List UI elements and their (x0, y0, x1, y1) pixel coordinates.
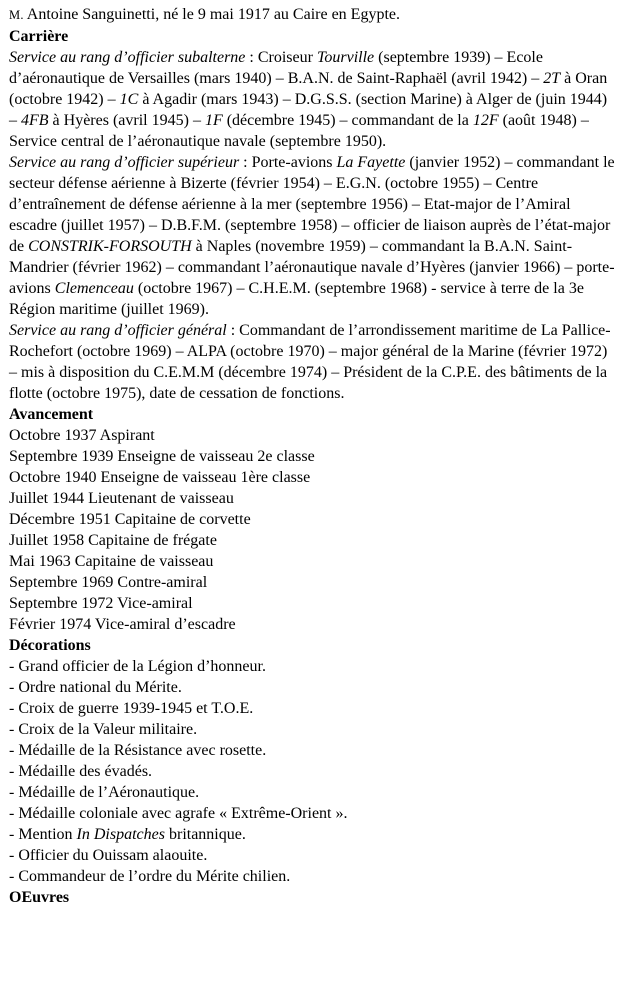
text-run: Février 1974 Vice-amiral d’escadre (9, 616, 236, 633)
text-run: - Ordre national du Mérite. (9, 679, 182, 696)
decoration-resistance (9, 740, 618, 761)
decoration-aeronautique (9, 782, 618, 803)
text-run: britannique. (164, 826, 246, 843)
text-run: 1C (119, 91, 139, 108)
text-run: à Oran (octobre 1942) – (9, 70, 608, 108)
decoration-in-dispatches (9, 824, 618, 845)
avancement-1940 (9, 467, 618, 488)
text-run: à Naples (novembre 1959) – commandant la B.A.N. Saint-Mandrier (février 1962) – commandant l’aéronautique navale d’Hyères (janvier 1966) – porte-avions (9, 238, 615, 297)
text-run: Service au rang d’officier supérieur (9, 154, 240, 171)
text-run: 12F (472, 112, 499, 129)
heading-avancement (9, 404, 618, 425)
intro-paragraph (9, 4, 618, 26)
text-run: Mai 1963 Capitaine de vaisseau (9, 553, 214, 570)
text-run: (janvier 1952) – commandant le secteur défense aérienne à Bizerte (février 1954) – E.G.N. (octobre 1955) – Centre d’entraînement de défense aérienne à la mer (septembre 1956) – Etat-major de l’Amiral escadre (juillet 1957) – D.B.F.M. (septembre 1958) – officier de liaison auprès de l’état-major de (9, 154, 615, 255)
text-run: (septembre 1939) – Ecole d’aéronautique de Versailles (mars 1940) – B.A.N. de Saint-Raphaël (avril 1942) – (9, 49, 544, 87)
text-run: - Médaille de la Résistance avec rosette. (9, 742, 267, 759)
text-run: Octobre 1937 Aspirant (9, 427, 155, 444)
text-run: Juillet 1958 Capitaine de frégate (9, 532, 217, 549)
heading-decorations (9, 635, 618, 656)
text-run: Juillet 1944 Lieutenant de vaisseau (9, 490, 234, 507)
paragraph-officier-general (9, 320, 618, 404)
text-run: à Agadir (mars 1943) – D.G.S.S. (section Marine) à Alger de (juin 1944) – (9, 91, 608, 129)
text-run: - Croix de la Valeur militaire. (9, 721, 198, 738)
decoration-ordre-merite (9, 677, 618, 698)
decoration-merite-chilien (9, 866, 618, 887)
text-run: Tourville (316, 49, 375, 66)
text-run: : Porte-avions (239, 154, 337, 171)
avancement-1939 (9, 446, 618, 467)
avancement-1972 (9, 593, 618, 614)
text-run: Carrière (9, 28, 69, 45)
text-run: In Dispatches (76, 826, 165, 843)
decoration-ouissam (9, 845, 618, 866)
text-run: Avancement (9, 406, 94, 423)
avancement-1958 (9, 530, 618, 551)
text-run: Clemenceau (54, 280, 134, 297)
text-run: : Commandant de l’arrondissement maritime de La Pallice-Rochefort (octobre 1969) – ALPA (octobre 1970) – major général de la Marine (février 1972) – mis à disposition du C.E.M.M (décembre 1974) – Président de la C.P.E. des bâtiments de la flotte (octobre 1975), date de cessation de fonctions. (9, 322, 611, 402)
text-run: 4FB (21, 112, 49, 129)
document-content (9, 4, 618, 908)
paragraph-officier-subalterne (9, 47, 618, 152)
decoration-coloniale (9, 803, 618, 824)
text-run: - Médaille des évadés. (9, 763, 153, 780)
decoration-evades (9, 761, 618, 782)
avancement-1937 (9, 425, 618, 446)
text-run: Octobre 1940 Enseigne de vaisseau 1ère classe (9, 469, 311, 486)
avancement-1944 (9, 488, 618, 509)
text-run: Septembre 1972 Vice-amiral (9, 595, 193, 612)
avancement-1969 (9, 572, 618, 593)
text-run: Septembre 1969 Contre-amiral (9, 574, 208, 591)
avancement-1963 (9, 551, 618, 572)
text-run: 1F (204, 112, 223, 129)
text-run: Septembre 1939 Enseigne de vaisseau 2e classe (9, 448, 315, 465)
text-run: - Mention (9, 826, 77, 843)
text-run: (octobre 1967) – C.H.E.M. (septembre 1968) - service à terre de la 3e Région maritime (juillet 1969). (9, 280, 584, 318)
decoration-croix-guerre (9, 698, 618, 719)
text-run: - Médaille coloniale avec agrafe « Extrême-Orient ». (9, 805, 348, 822)
text-run: Antoine Sanguinetti, né le 9 mai 1917 au Caire en Egypte. (23, 6, 400, 23)
decoration-legion-honneur (9, 656, 618, 677)
text-run: (août 1948) – Service central de l’aéronautique navale (septembre 1950). (9, 112, 589, 150)
text-run: (décembre 1945) – commandant de la (222, 112, 473, 129)
text-run: - Grand officier de la Légion d’honneur. (9, 658, 266, 675)
heading-oeuvres (9, 887, 618, 908)
text-run: - Commandeur de l’ordre du Mérite chilien. (9, 868, 291, 885)
text-run: Décorations (9, 637, 91, 654)
avancement-1974 (9, 614, 618, 635)
text-run: : Croiseur (245, 49, 317, 66)
text-run: 2T (543, 70, 561, 87)
text-run: Service au rang d’officier subalterne (9, 49, 246, 66)
text-run: M. (9, 8, 24, 22)
text-run: - Officier du Ouissam alaouite. (9, 847, 208, 864)
text-run: - Croix de guerre 1939-1945 et T.O.E. (9, 700, 254, 717)
text-run: Décembre 1951 Capitaine de corvette (9, 511, 251, 528)
decoration-valeur-militaire (9, 719, 618, 740)
heading-carriere (9, 26, 618, 47)
text-run: OEuvres (9, 889, 70, 906)
text-run: Service au rang d’officier général (9, 322, 227, 339)
paragraph-officier-superieur (9, 152, 618, 320)
avancement-1951 (9, 509, 618, 530)
text-run: à Hyères (avril 1945) – (48, 112, 205, 129)
text-run: - Médaille de l’Aéronautique. (9, 784, 200, 801)
text-run: CONSTRIK-FORSOUTH (28, 238, 192, 255)
text-run: La Fayette (336, 154, 406, 171)
